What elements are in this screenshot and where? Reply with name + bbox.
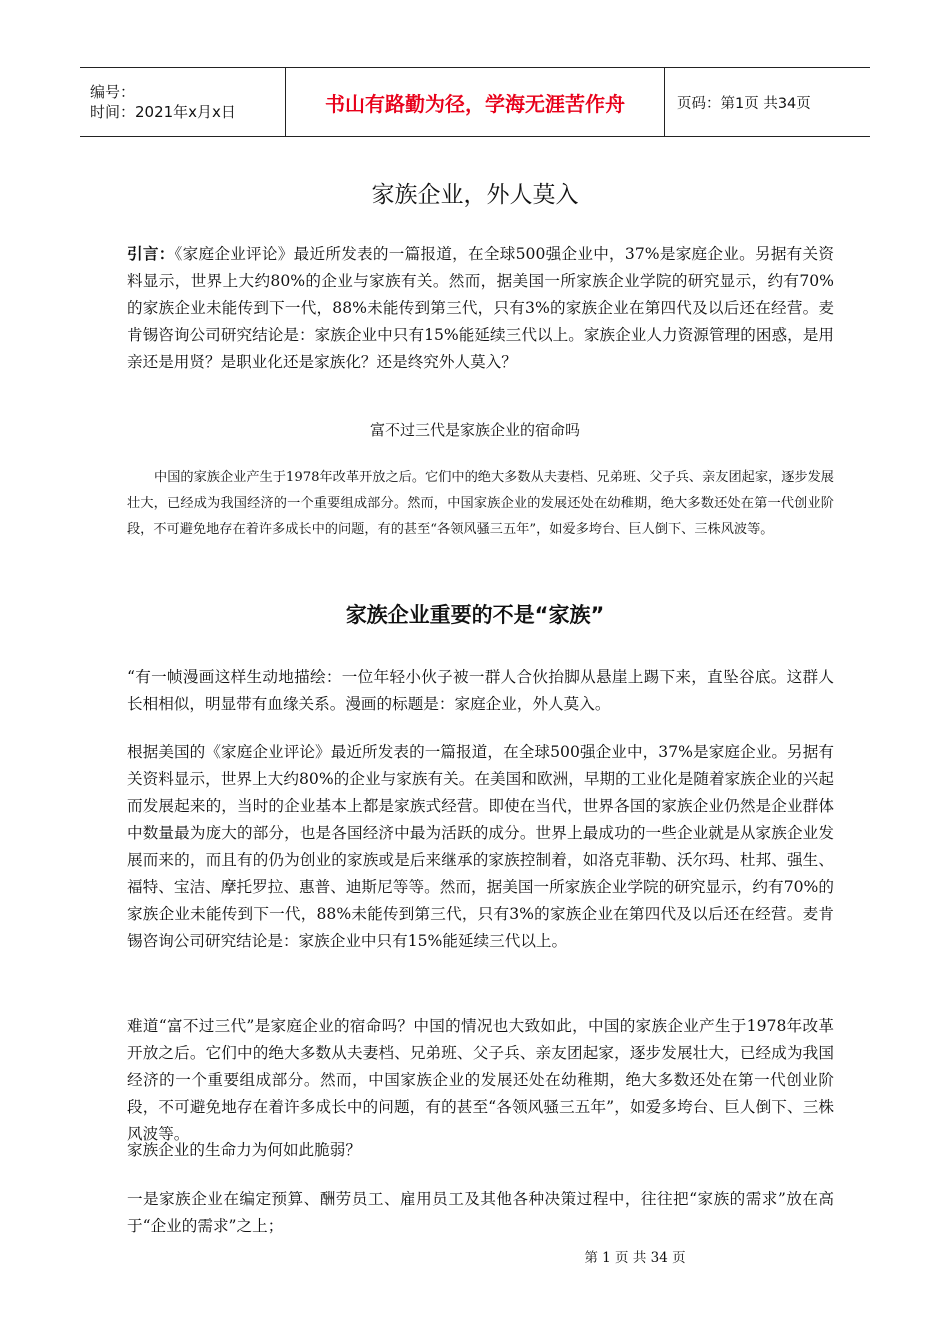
body-paragraph-3: 难道“富不过三代”是家庭企业的宿命吗？中国的情况也大致如此，中国的家族企业产生于1978年改革开放之后。它们中的绝大多数从夫妻档、兄弟班、父子兵、亲友团起家，逐步发展壮大，已经成为我国经济的一个重要组成部分。然而，中国家族企业的发展还处在幼稚期，绝大多数还处在第一代创业阶段，不可避免地存在着许多成长中的问题，有的甚至“各领风骚三五年”，如爱多垮台、巨人倒下、三株风波等。 (127, 1017, 834, 1143)
header-meta (80, 68, 286, 136)
intro-text: 《家庭企业评论》最近所发表的一篇报道，在全球500强企业中，37%是家庭企业。另据有关资料显示，世界上大约80%的企业与家族有关。然而，据美国一所家族企业学院的研究显示，约有70%的家族企业未能传到下一代，88%未能传到第三代，只有3%的家族企业在第四代及以后还在经营。麦肯锡咨询公司研究结论是：家族企业中只有15%能延续三代以上。家族企业人力资源管理的困惑，是用亲还是用贤？是职业化还是家族化？还是终究外人莫入？ (127, 245, 834, 371)
header-table (80, 67, 870, 137)
document-title: 家族企业，外人莫入 (371, 182, 579, 208)
number-label: 编号： (90, 83, 136, 101)
body-paragraph-2: 根据美国的《家庭企业评论》最近所发表的一篇报道，在全球500强企业中，37%是家庭企业。另据有关资料显示，世界上大约80%的企业与家族有关。在美国和欧洲，早期的工业化是随着家族企业的兴起而发展起来的，当时的企业基本上都是家族式经营。即使在当代，世界各国的家族企业仍然是企业群体中数量最为庞大的部分，也是各国经济中最为活跃的成分。世界上最成功的一些企业就是从家族企业发展而来的，而且有的仍为创业的家族或是后来继承的家族控制着，如洛克菲勒、沃尔玛、杜邦、强生、福特、宝洁、摩托罗拉、惠普、迪斯尼等等。然而，据美国一所家族企业学院的研究显示，约有70%的家族企业未能传到下一代，88%未能传到第三代，只有3%的家族企业在第四代及以后还在经营。麦肯锡咨询公司研究结论是：家族企业中只有15%能延续三代以上。 (127, 743, 834, 950)
motto-text: 书山有路勤为径，学海无涯苦作舟 (325, 91, 625, 116)
intro-paragraph (127, 241, 834, 376)
subtitle: 富不过三代是家族企业的宿命吗 (369, 421, 580, 439)
body-paragraph-5: 一是家族企业在编定预算、酬劳员工、雇用员工及其他各种决策过程中，往往把“家族的需求”放在高于“企业的需求”之上； (127, 1190, 834, 1235)
header-motto (286, 68, 665, 136)
intro-label: 引言： (127, 245, 175, 263)
date-label: 时间：2021年x月x日 (90, 103, 236, 121)
page-label: 页码：第1页 共34页 (677, 95, 811, 112)
summary-paragraph: 中国的家族企业产生于1978年改革开放之后。它们中的绝大多数从夫妻档、兄弟班、父子兵、亲友团起家，逐步发展壮大，已经成为我国经济的一个重要组成部分。然而，中国家族企业的发展还处在幼稚期，绝大多数还处在第一代创业阶段，不可避免地存在着许多成长中的问题，有的甚至“各领风骚三五年”，如爱多垮台、巨人倒下、三株风波等。 (127, 470, 834, 537)
header-page (665, 68, 870, 136)
section-heading: 家族企业重要的不是“家族” (345, 603, 605, 627)
body-paragraph-4: 家族企业的生命力为何如此脆弱？ (127, 1141, 361, 1159)
page-footer: 第 1 页 共 34 页 (584, 1250, 686, 1266)
body-paragraph-1: “有一帧漫画这样生动地描绘：一位年轻小伙子被一群人合伙抬脚从悬崖上踢下来，直坠谷底。这群人长相相似，明显带有血缘关系。漫画的标题是：家庭企业，外人莫入。 (127, 668, 834, 713)
